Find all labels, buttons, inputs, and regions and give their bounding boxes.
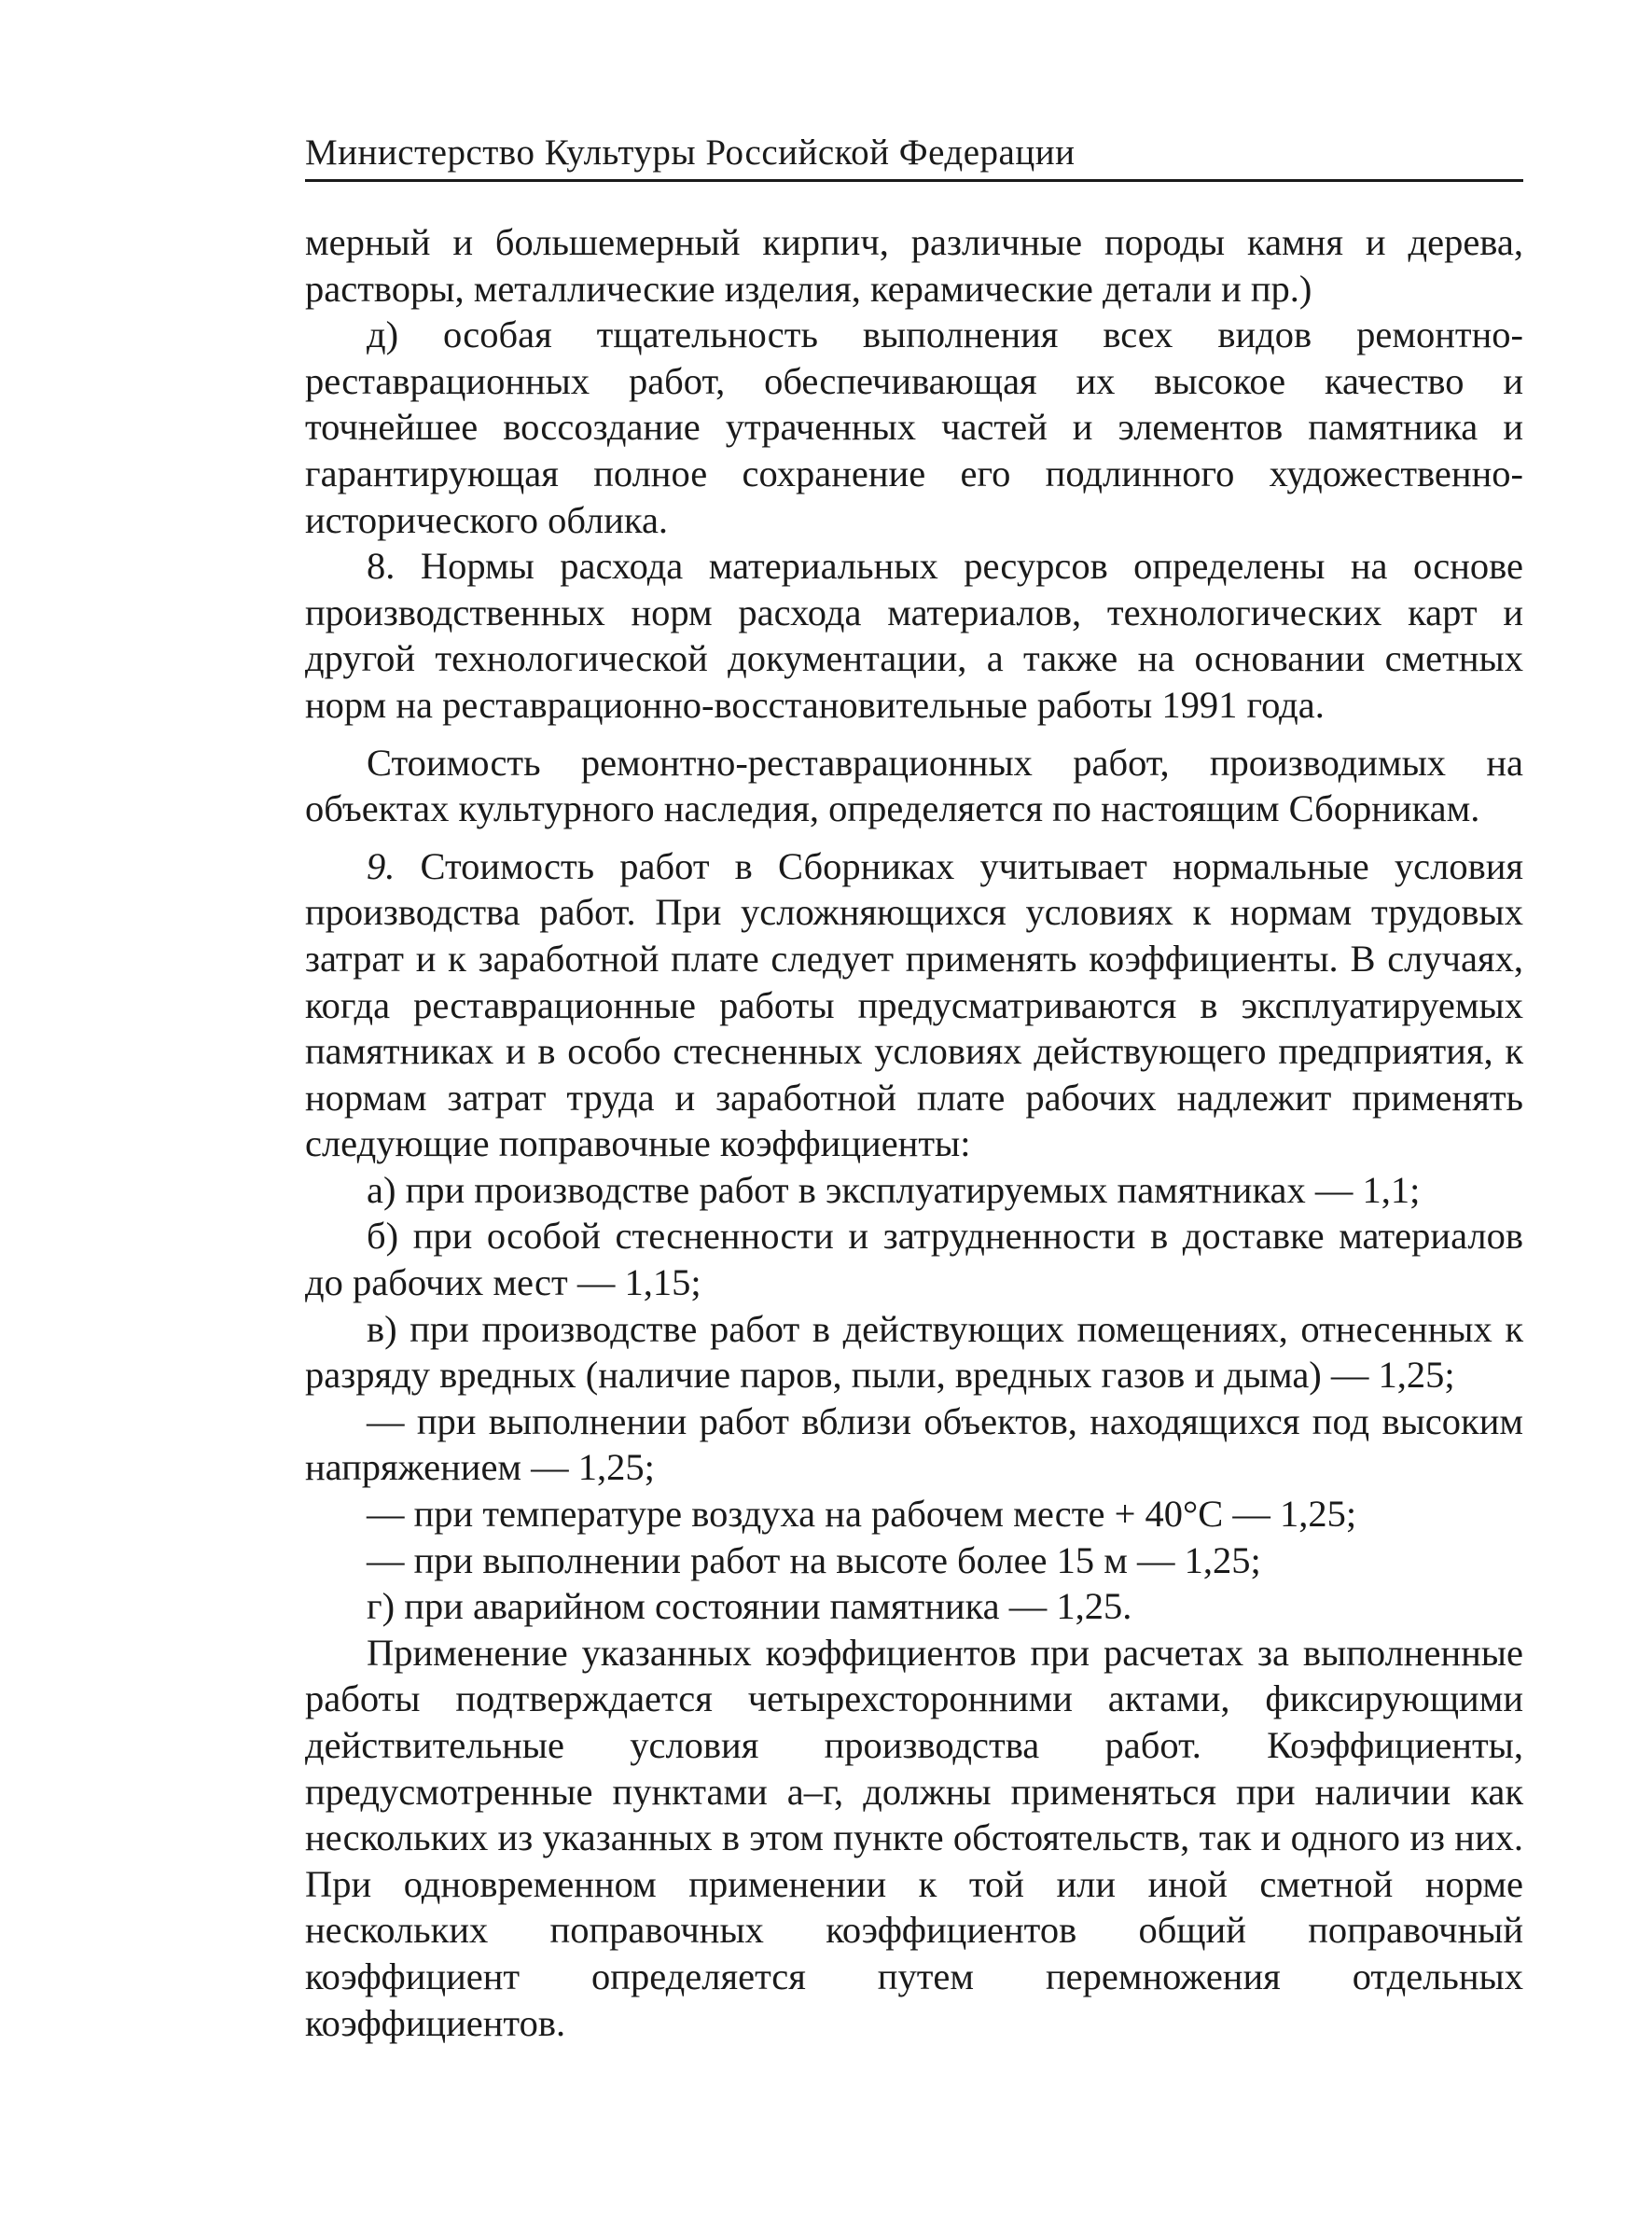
document-page [305, 131, 1523, 2046]
coefficient-item-v: в) при производстве работ в действующих помещениях, отнесенных к разряду вредных (наличие паров, пыли, вредных газов и дыма) — 1,25; [305, 1307, 1523, 1397]
running-header: Министерство Культуры Российской Федерации [305, 131, 1523, 182]
coefficient-item-height: — при выполнении работ на высоте более 15 м — 1,25; [367, 1538, 1261, 1581]
paragraph-cost-note: Стоимость ремонтно-реставрационных работ, производимых на объектах культурного наследия, определяется по настоящим Сборникам. [305, 741, 1523, 830]
paragraph-materials-continued: мерный и большемерный кирпич, различные породы камня и дерева, растворы, металлические изделия, керамические детали и пр.) [305, 221, 1523, 310]
paragraph-section-9 [305, 843, 1523, 1167]
paragraph-item-d: д) особая тщательность выполнения всех видов ремонтно-реставрационных работ, обеспечивающая их высокое качество и точнейшее воссоздание утраченных частей и элементов памятника и гарантирующая полное сохранение его подлинного художественно-исторического облика. [305, 313, 1523, 541]
paragraph-application-note: Применение указанных коэффициентов при расчетах за выполненные работы подтверждается четырехсторонними актами, фиксирующими действительные условия производства работ. Коэффициенты, предусмотренные пунктами а–г, должны применяться при наличии как нескольких из указанных в этом пункте обстоятельств, так и одного из них. При одновременном применении к той или иной сметной норме нескольких поправочных коэффициентов общий поправочный коэффициент определяется путем перемножения отдельных коэффициентов. [305, 1631, 1523, 2044]
coefficient-item-a: а) при производстве работ в эксплуатируемых памятниках — 1,1; [367, 1168, 1421, 1211]
body-text [305, 219, 1523, 2046]
coefficient-item-temperature: — при температуре воздуха на рабочем месте + 40°С — 1,25; [367, 1493, 1357, 1536]
section-9-number: 9. [367, 844, 396, 887]
paragraph-section-8: 8. Нормы расхода материальных ресурсов определены на основе производственных норм расхода материалов, технологических карт и другой технологической документации, а также на основании сметных норм на реставрационно-восстановительные работы 1991 года. [305, 545, 1523, 726]
coefficient-item-high-voltage: — при выполнении работ вблизи объектов, находящихся под высоким напряжением — 1,25; [305, 1399, 1523, 1489]
coefficient-item-b: б) при особой стесненности и затрудненности в доставке материалов до рабочих мест — 1,15; [305, 1215, 1523, 1304]
section-9-text: Стоимость работ в Сборниках учитывает нормальные условия производства работ. При усложняющихся условиях к нормам трудовых затрат и к заработной плате следует применять коэффициенты. В случаях, когда реставрационные работы предусматриваются в эксплуатируемых памятниках и в особо стесненных условиях действующего предприятия, к нормам затрат труда и заработной плате рабочих надлежит применять следующие поправочные коэффициенты: [305, 844, 1523, 1165]
coefficient-item-g: г) при аварийном состоянии памятника — 1,25. [367, 1585, 1132, 1628]
